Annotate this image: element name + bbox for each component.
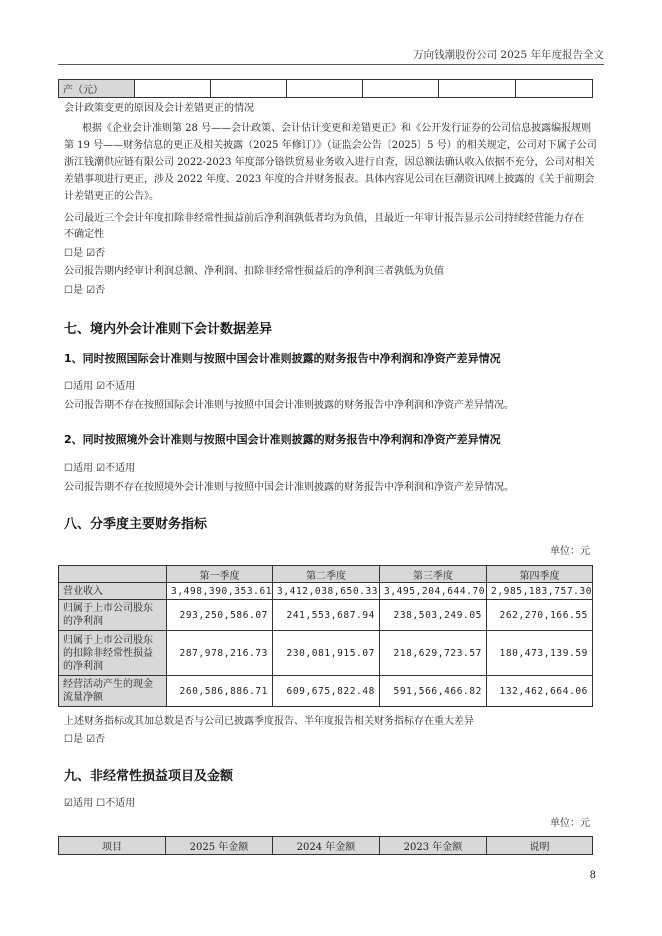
table-row (59, 631, 593, 676)
section-7-1-text: 公司报告期不存在按照国际会计准则与按照中国会计准则披露的财务报告中净利润和净资产差异情况。 (64, 400, 514, 411)
section-9-checkbox: ☑适用 ☐不适用 (64, 798, 136, 809)
correction-title: 会计政策变更的原因及会计差错更正的情况 (64, 103, 254, 114)
table-cell: 3,495,204,644.70 (380, 583, 487, 600)
table-cell: 3,412,038,650.33 (273, 583, 380, 600)
table-cell: 287,978,216.73 (167, 631, 273, 676)
table-cell: 3,498,390,353.61 (167, 583, 273, 600)
header-cell: 2024 年金额 (273, 837, 380, 855)
correction-line: 第 19 号——财务信息的更正及相关披露（2025 年修订）》（证监会公告〔2025〕5 号）的相关规定，公司对下属子公司 (64, 140, 597, 151)
table-row (59, 600, 593, 631)
going-concern-text: 公司最近三个会计年度扣除非经常性损益前后净利润孰低者均为负值，且最近一年审计报告显示公司持续经营能力存在 (64, 213, 584, 224)
correction-line: 计差错更正的公告》。 (64, 191, 159, 202)
header-cell: 2023 年金额 (380, 837, 487, 855)
table-cell (363, 80, 439, 98)
header-cell: 项目 (59, 837, 166, 855)
section-9-heading: 九、非经常性损益项目及金额 (64, 769, 234, 784)
negative-profit-checkbox: ☐是 ☑否 (64, 285, 106, 296)
section-7-heading: 七、境内外会计准则下会计数据差异 (64, 322, 273, 337)
row-label: 经营活动产生的现金流量净额 (59, 676, 167, 707)
row-label: 产（元） (59, 80, 135, 98)
header-cell: 2025 年金额 (166, 837, 273, 855)
going-concern-text: 不确定性 (64, 229, 104, 240)
report-header-title: 万向钱潮股份公司 2025 年年度报告全文 (413, 49, 604, 61)
section-7-2-heading: 2、同时按照境外会计准则与按照中国会计准则披露的财务报告中净利润和净资产差异情况 (64, 433, 501, 446)
header-cell: 第二季度 (273, 566, 380, 583)
table-cell: 262,270,166.55 (487, 600, 593, 631)
correction-line: 根据《企业会计准则第 28 号——会计政策、会计估计变更和差错更正》和《公开发行证券的公司信息披露编报规则 (82, 123, 592, 134)
table-header-row (59, 837, 593, 855)
table-cell (439, 80, 516, 98)
quarterly-note: 上述财务指标或其加总数是否与公司已披露季度报告、半年度报告相关财务指标存在重大差异 (64, 716, 474, 727)
table-row (59, 676, 593, 707)
negative-profit-text: 公司报告期内经审计利润总额、净利润、扣除非经常性损益后的净利润三者孰低为负值 (64, 266, 444, 277)
table-cell: 230,081,915.07 (273, 631, 380, 676)
header-cell: 第三季度 (380, 566, 487, 583)
row-label: 归属于上市公司股东的扣除非经常性损益的净利润 (59, 631, 167, 676)
page-number: 8 (589, 870, 596, 881)
correction-line: 差错事项进行更正，涉及 2022 年度、2023 年度的合并财务报表。具体内容见公司在巨潮资讯网上披露的《关于前期会 (64, 174, 595, 185)
quarterly-note-checkbox: ☐是 ☑否 (64, 734, 106, 745)
table-header-row (59, 566, 593, 583)
unit-label: 单位：元 (550, 546, 590, 557)
row-label: 营业收入 (59, 583, 167, 600)
table-cell: 260,586,886.71 (167, 676, 273, 707)
row-label: 归属于上市公司股东的净利润 (59, 600, 167, 631)
section-7-2-checkbox: ☐适用 ☑不适用 (64, 463, 136, 474)
going-concern-checkbox: ☐是 ☑否 (64, 248, 106, 259)
header-cell (59, 566, 167, 583)
prior-table-fragment (58, 79, 593, 98)
table-cell (135, 80, 211, 98)
table-cell: 591,566,466.82 (380, 676, 487, 707)
header-cell: 第一季度 (167, 566, 273, 583)
table-row (59, 80, 593, 98)
unit-label: 单位：元 (550, 818, 590, 829)
table-cell: 238,503,249.05 (380, 600, 487, 631)
section-7-1-heading: 1、同时按照国际会计准则与按照中国会计准则披露的财务报告中净利润和净资产差异情况 (64, 352, 501, 365)
section-7-2-text: 公司报告期不存在按照境外会计准则与按照中国会计准则披露的财务报告中净利润和净资产差异情况。 (64, 482, 514, 493)
table-cell: 2,985,183,757.30 (487, 583, 593, 600)
table-cell: 241,553,687.94 (273, 600, 380, 631)
table-cell: 609,675,822.48 (273, 676, 380, 707)
table-cell: 293,250,586.07 (167, 600, 273, 631)
non-recurring-table (58, 836, 593, 855)
section-8-heading: 八、分季度主要财务指标 (64, 517, 208, 532)
table-cell: 132,462,664.06 (487, 676, 593, 707)
header-cell: 说明 (487, 837, 593, 855)
table-row (59, 583, 593, 600)
correction-line: 浙江钱潮供应链有限公司 2022-2023 年度部分铬铁贸易业务收入进行自查，因总额法确认收入依据不充分，公司对相关 (64, 157, 595, 168)
section-7-1-checkbox: ☐适用 ☑不适用 (64, 381, 136, 392)
table-cell (516, 80, 593, 98)
table-cell (211, 80, 287, 98)
table-cell: 180,473,139.59 (487, 631, 593, 676)
header-cell: 第四季度 (487, 566, 593, 583)
table-cell: 218,629,723.57 (380, 631, 487, 676)
quarterly-table (58, 565, 593, 707)
header-divider (58, 64, 604, 65)
table-cell (287, 80, 363, 98)
